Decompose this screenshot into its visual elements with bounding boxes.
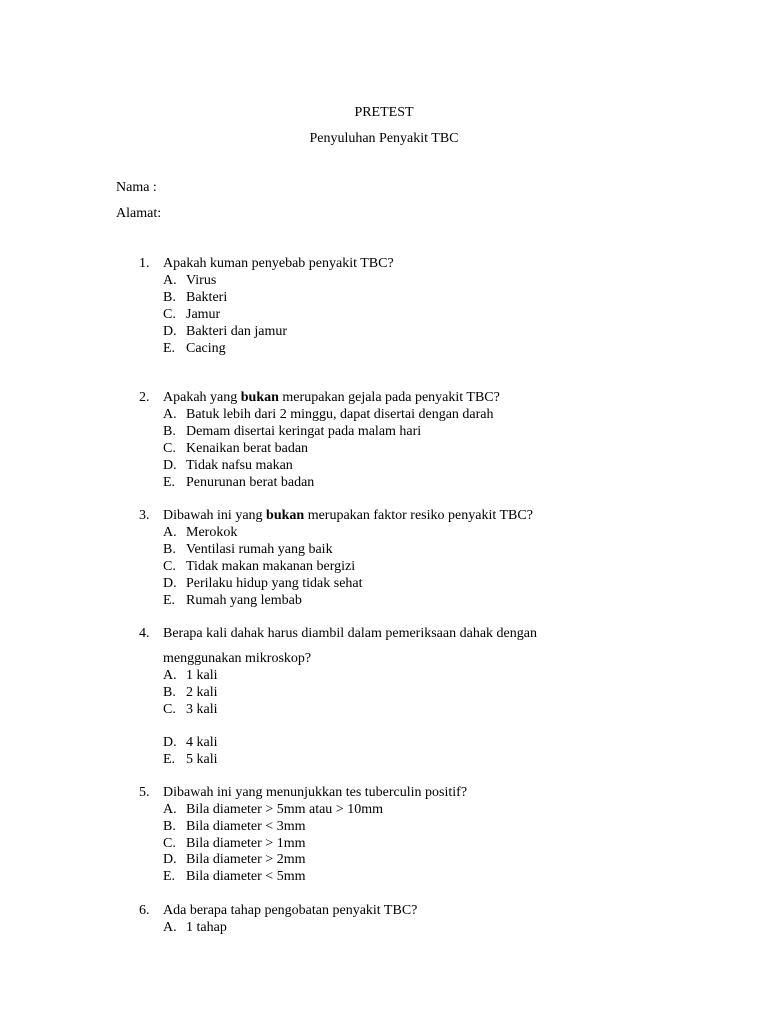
option-letter: C. (163, 836, 176, 851)
option-item (163, 668, 218, 684)
option-item (163, 852, 305, 868)
option-text: Bila diameter > 1mm (186, 836, 306, 851)
option-item (163, 307, 220, 323)
option-letter: B. (163, 290, 176, 305)
option-text: 3 kali (186, 702, 218, 717)
question-text: Berapa kali dahak harus diambil dalam pemeriksaan dahak dengan (163, 626, 537, 641)
question-text: Ada berapa tahap pengobatan penyakit TBC? (163, 903, 418, 918)
option-item (163, 424, 421, 440)
option-text: Penurunan berat badan (186, 475, 315, 490)
option-letter: E. (163, 752, 176, 767)
option-letter: D. (163, 852, 177, 867)
option-item (163, 290, 227, 306)
option-text: Ventilasi rumah yang baik (186, 542, 333, 557)
option-text: Bakteri dan jamur (186, 324, 288, 339)
option-letter: A. (163, 273, 177, 288)
option-item (163, 702, 218, 718)
option-text: 1 kali (186, 668, 218, 683)
option-text: Demam disertai keringat pada malam hari (186, 424, 422, 439)
question-number: 5. (139, 785, 150, 800)
option-text: Tidak makan makanan bergizi (186, 559, 356, 574)
option-letter: C. (163, 559, 176, 574)
option-item (163, 576, 363, 592)
option-text: Kenaikan berat badan (186, 441, 309, 456)
question-text-part: Apakah yang (163, 390, 241, 405)
option-text: Bila diameter > 2mm (186, 852, 306, 867)
option-text: Virus (186, 273, 217, 288)
option-item (163, 869, 305, 885)
option-letter: D. (163, 458, 177, 473)
option-item (163, 273, 216, 289)
question-number: 6. (139, 903, 150, 918)
option-item (163, 324, 287, 340)
question-text: Apakah kuman penyebab penyakit TBC? (163, 256, 394, 271)
option-item (163, 802, 383, 818)
option-letter: C. (163, 307, 176, 322)
option-item (163, 685, 218, 701)
option-text: Bakteri (186, 290, 228, 305)
option-item (163, 735, 218, 751)
option-item (163, 819, 305, 835)
option-item (163, 475, 314, 491)
field-alamat: Alamat: (116, 206, 162, 221)
option-letter: D. (163, 324, 177, 339)
option-item (163, 341, 226, 357)
question-text-part: Dibawah ini yang (163, 508, 267, 523)
option-letter: E. (163, 341, 176, 356)
option-letter: E. (163, 475, 176, 490)
question-number: 3. (139, 508, 150, 523)
question-text-continued: menggunakan mikroskop? (163, 651, 312, 666)
option-text: 1 tahap (186, 920, 227, 935)
document-subtitle: Penyuluhan Penyakit TBC (309, 131, 459, 146)
option-item (163, 542, 333, 558)
option-text: 5 kali (186, 752, 218, 767)
option-letter: C. (163, 441, 176, 456)
option-text: Rumah yang lembab (186, 593, 302, 608)
question-number: 2. (139, 390, 150, 405)
option-letter: E. (163, 869, 176, 884)
option-text: Bila diameter < 3mm (186, 819, 306, 834)
option-letter: B. (163, 542, 176, 557)
option-letter: B. (163, 685, 176, 700)
option-item (163, 836, 305, 852)
option-item (163, 407, 494, 423)
option-letter: D. (163, 576, 177, 591)
option-item (163, 920, 227, 936)
question-text-part: merupakan gejala pada penyakit TBC? (278, 390, 500, 405)
question-text (163, 390, 500, 406)
question-text: Dibawah ini yang menunjukkan tes tuberculin positif? (163, 785, 468, 800)
option-letter: A. (163, 668, 177, 683)
question-number: 4. (139, 626, 150, 641)
option-letter: A. (163, 525, 177, 540)
field-nama: Nama : (116, 180, 157, 195)
option-letter: A. (163, 407, 177, 422)
option-item (163, 593, 302, 609)
option-item (163, 441, 308, 457)
option-letter: A. (163, 802, 177, 817)
question-text-emphasis: bukan (240, 390, 279, 405)
option-text: Cacing (186, 341, 226, 356)
option-text: Perilaku hidup yang tidak sehat (186, 576, 363, 591)
option-text: 4 kali (186, 735, 218, 750)
option-item (163, 458, 293, 474)
option-text: Batuk lebih dari 2 minggu, dapat disertai dengan darah (186, 407, 494, 422)
option-letter: B. (163, 424, 176, 439)
option-item (163, 752, 218, 768)
option-letter: A. (163, 920, 177, 935)
option-letter: E. (163, 593, 176, 608)
option-letter: C. (163, 702, 176, 717)
question-number: 1. (139, 256, 150, 271)
option-text: Tidak nafsu makan (186, 458, 293, 473)
option-text: Bila diameter > 5mm atau > 10mm (186, 802, 383, 817)
option-letter: B. (163, 819, 176, 834)
document-title: PRETEST (354, 105, 414, 120)
question-text-part: merupakan faktor resiko penyakit TBC? (304, 508, 533, 523)
option-text: Merokok (186, 525, 238, 540)
option-text: Jamur (186, 307, 221, 322)
option-text: Bila diameter < 5mm (186, 869, 306, 884)
option-item (163, 559, 355, 575)
option-text: 2 kali (186, 685, 218, 700)
question-text (163, 508, 533, 524)
question-text-emphasis: bukan (266, 508, 305, 523)
option-item (163, 525, 237, 541)
option-letter: D. (163, 735, 177, 750)
